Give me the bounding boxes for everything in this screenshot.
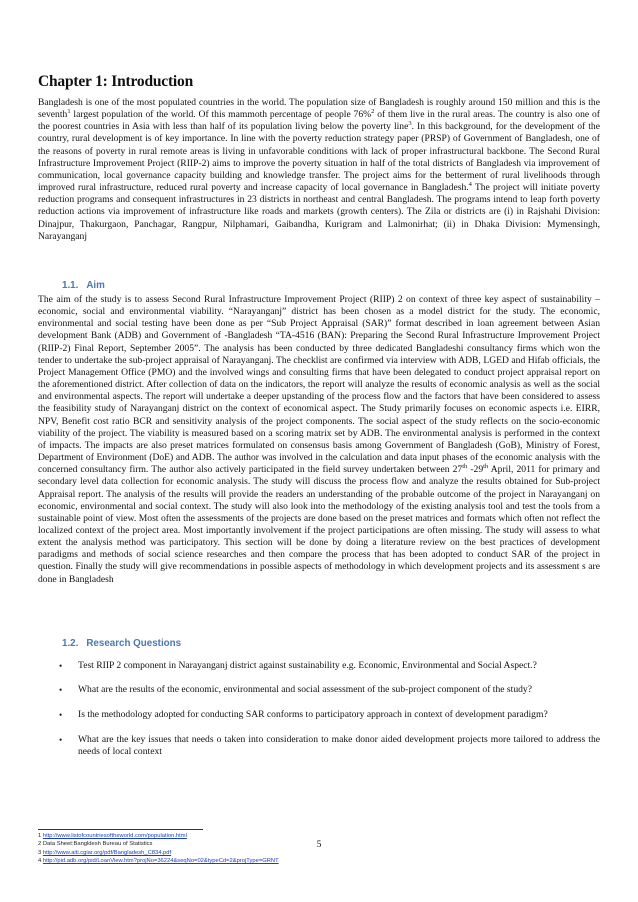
intro-paragraph bbox=[38, 97, 600, 243]
chapter-title: Chapter 1: Introduction bbox=[38, 73, 194, 90]
aim-text-2: -29 bbox=[467, 464, 484, 476]
section-number: 1.2. bbox=[62, 638, 79, 649]
footnote-link[interactable]: http://www.listofcountriesoftheworld.com/population.html bbox=[42, 833, 187, 839]
bullet-icon: • bbox=[59, 734, 63, 745]
list-item bbox=[38, 734, 600, 758]
question-text: Test RIIP 2 component in Narayanganj district against sustainability e.g. Economic, Environmental and Social Aspect.? bbox=[78, 660, 537, 671]
question-text: What are the key issues that needs o taken into consideration to make donor aided development projects more tailored to address the needs of local context bbox=[78, 733, 600, 757]
section-number: 1.1. bbox=[62, 280, 79, 291]
footnote-ref-4[interactable]: 4 bbox=[468, 180, 472, 188]
footnote-link[interactable]: http://pid.adb.org/pid/LoanView.htm?projNo=36224&seqNo=02&typeCd=2&projType=GRNT bbox=[42, 858, 279, 865]
footnote-ref-2[interactable]: 2 bbox=[371, 107, 375, 115]
aim-text-1: The aim of the study is to assess Second Rural Infrastructure Improvement Project (RIIP) 2 on context of three key aspect of sustainability – economic, social and environmental viability. “Narayanganj” district has been chosen as a model district for the study. The economic, environmental and social testing have been done as per “Sub Project Appraisal (SAR)” format described in loan agreement between Asian development Bank (ADB) and Government of -Bangladesh “TA-4516 (BAN): Preparing the Second Rural Infrastructure Improvement Project (RIIP-2) Final Report, September 2005”. The analysis has been conducted by three dedicated Bangladeshi consultancy firms which won the tender to undertake the sub-project appraisal of Narayanganj. The checklist are confirmed via interview with ADB, LGED and Hifab officials, the Project Management Office (PMO) and the involved wings and consulting firms that have been delegated to conduct project appraisal report on the aforementioned district. After collection of data on the indicators, the report will analyze the results of economic analysis as well as the social and environmental aspects. The report will undertake a deeper upstanding of the process flow and the factors that have been considered to assess the feasibility study of Narayanganj district on the context of economical aspect. The Study primarily focuses on economic aspects i.e. EIRR, NPV, Benefit cost ratio BCR and sensitivity analysis of the project components. The social aspect of the study reflects on the socio-economic viability of the project. The viability is measured based on a scoring matrix set by ADB. The environmental analysis is performed in the context of impacts. The impacts are also preset matrices formulated on consensus basis among Government of Bangladesh (GoB), Ministry of Forest, Department of Environment (DoE) and ADB. The author was involved in the calculation and data input phases of the economic analysis with the concerned consultancy firm. The author also actively participated in the field survey undertaken between 27 bbox=[38, 294, 600, 476]
intro-text-3: of them live in the rural areas. The country is also one of the poorest countries in Asia with less than half of its population living below the poverty line bbox=[38, 109, 600, 133]
footnote-number: 1 bbox=[38, 833, 42, 839]
superscript-th: th bbox=[483, 463, 489, 470]
intro-text-5: The project will initiate poverty reduction programs and consequent infrastructures in 23 districts in northeast and central Bangladesh. The programs intend to leap forth poverty reduction actions via improvement of infrastructure like roads and markets (growth centers). The Zila or districts are (i) in Rajshahi Division: Dinajpur, Thakurgaon, Panchagar, Rangpur, Nilphamari, Gaibandha, Kurigram and Lalmonirhat; (ii) in Dhaka Division: Mymensingh, Narayanganj bbox=[38, 182, 600, 242]
section-title: Research Questions bbox=[86, 638, 182, 649]
intro-text-2: largest population of the world. Of this mammoth percentage of people 76% bbox=[70, 109, 372, 121]
footnote-text: Data Sheet:Bangldesh Bureau of Statistics bbox=[42, 841, 153, 848]
research-questions-list bbox=[38, 660, 600, 758]
aim-text-3: April, 2011 for primary and secondary level data collection for economic analysis. The study will discuss the process flow and analyze the results obtained for Sub-project Appraisal report. The analysis of the results will provide the readers an understanding of the probable outcome of the project in Narayanganj on economic, environmental and social context. The study will also look into the methodology of the existing analysis tool and test the tools from a sustainable point of view. Most often the assessments of the projects are done based on the preset matrices and formats which often not reflect the localized context of the project area. Most importantly involvement if the project participations are often missing. The study will assess to what extent the analysis method was participatory. This section will be done by doing a literature review on the best practices of development paradigms and methods of social science researches and then compare the process that has been adopted to conduct SAR of the project in question. Finally the study will give recommendations in possible aspects of methodology in which development projects and its assessment s are done in Bangladesh bbox=[38, 464, 600, 585]
question-text: What are the results of the economic, environmental and social assessment of the sub-project component of the study? bbox=[78, 684, 532, 696]
footnote-number: 4 bbox=[38, 858, 42, 865]
footnote-ref-3[interactable]: 3 bbox=[408, 120, 412, 128]
intro-text-4: . In this background, for the development of the country, rural development is of key importance. In line with the poverty reduction strategy paper (PRSP) of Government of Bangladesh, one of the reasons of poverty in rural remote areas is living in unfavorable conditions with lack of proper infrastructural backbone. The Second Rural Infrastructure Improvement Project (RIIP-2) aims to improve the poverty situation in half of the total districts of Bangladesh via improvement of communication, local governance capacity building and knowledge transfer. The project aims for the betterment of rural livelihoods through improved rural infrastructure, reduced rural poverty and increase capacity of local governance in Bangladesh. bbox=[38, 121, 600, 194]
bullet-icon: • bbox=[59, 685, 63, 696]
section-heading-aim bbox=[62, 280, 105, 291]
footnote-divider bbox=[38, 829, 203, 830]
footnote-number: 2 bbox=[38, 841, 42, 848]
list-item bbox=[38, 660, 600, 672]
superscript-th: th bbox=[462, 463, 468, 470]
footnote-number: 3 bbox=[38, 849, 42, 856]
list-item bbox=[38, 684, 600, 696]
section-heading-research-questions bbox=[62, 638, 181, 649]
section-title: Aim bbox=[86, 280, 105, 291]
intro-text-1: Bangladesh is one of the most populated countries in the world. The population size of Bangladesh is roughly around 150 million and this is the seventh bbox=[38, 97, 600, 121]
bullet-icon: • bbox=[59, 710, 63, 721]
question-text: Is the methodology adopted for conducting SAR conforms to participatory approach in context of development paradigm? bbox=[78, 709, 548, 721]
list-item bbox=[38, 709, 600, 721]
footnote-ref-1[interactable]: 1 bbox=[67, 107, 71, 115]
footnote-link[interactable]: http://www.aiti.cgiar.org/pdf/Bangladesh_C834.pdf bbox=[42, 849, 172, 856]
footnote-3 bbox=[38, 849, 279, 857]
bullet-icon: • bbox=[59, 661, 63, 671]
aim-paragraph bbox=[38, 294, 600, 586]
footnote-4 bbox=[38, 857, 279, 865]
page-number: 5 bbox=[316, 840, 322, 850]
